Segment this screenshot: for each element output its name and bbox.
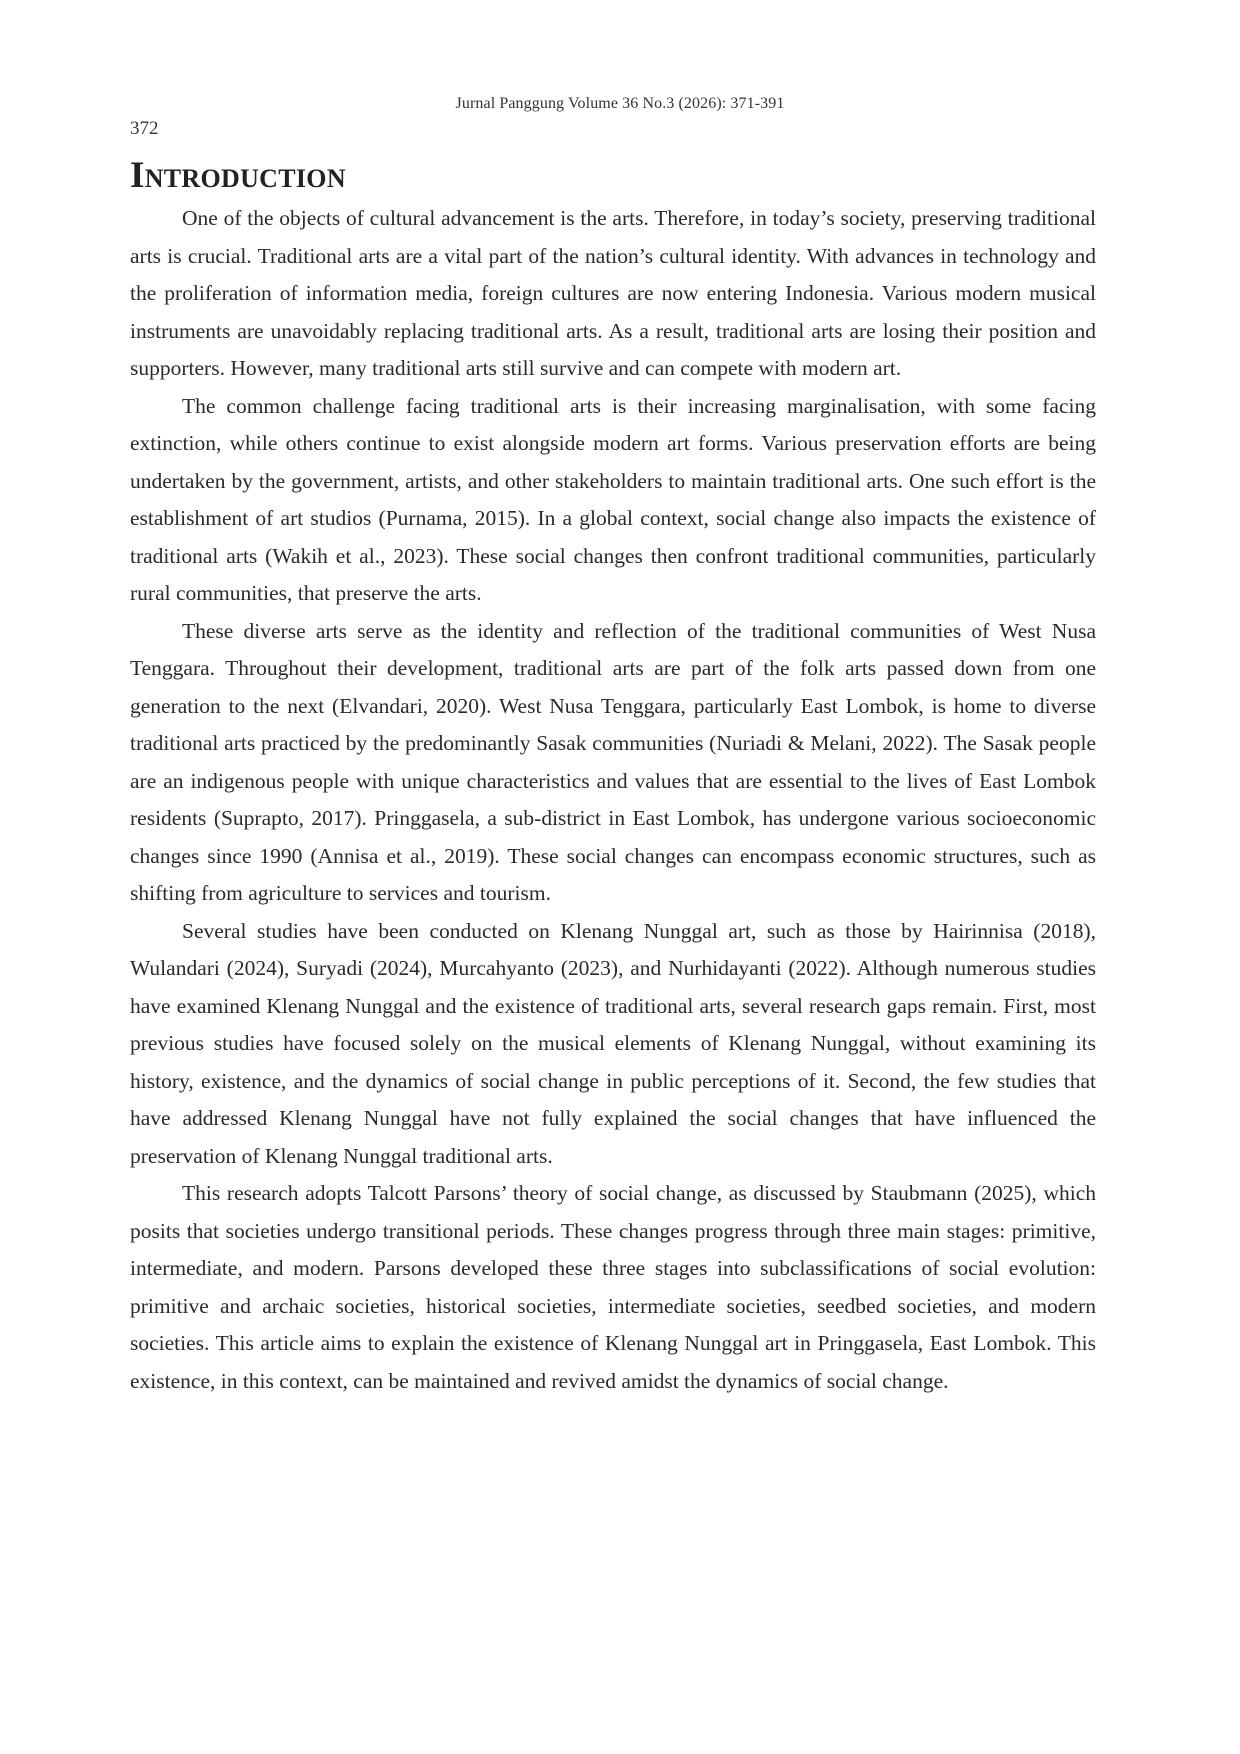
paragraph: This research adopts Talcott Parsons’ theory of social change, as discussed by Staubmann (2025), which posits that societies undergo transitional periods. These changes progress through three main stages: primitive, intermediate, and modern. Parsons developed these three stages into subclassifications of social evolution: primitive and archaic societies, historical societies, intermediate societies, seedbed societies, and modern societies. This article aims to explain the existence of Klenang Nunggal art in Pringgasela, East Lombok. This existence, in this context, can be maintained and revived amidst the dynamics of social change. <box>130 1181 1096 1393</box>
section-heading: Introduction <box>130 155 346 196</box>
paragraph: Several studies have been conducted on Klenang Nunggal art, such as those by Hairinnisa (2018), Wulandari (2024), Suryadi (2024), Murcahyanto (2023), and Nurhidayanti (2022). Although numerous studies have examined Klenang Nunggal and the existence of traditional arts, several research gaps remain. First, most previous studies have focused solely on the musical elements of Klenang Nunggal, without examining its history, existence, and the dynamics of social change in public perceptions of it. Second, the few studies that have addressed Klenang Nunggal have not fully explained the social changes that have influenced the preservation of Klenang Nunggal traditional arts. <box>130 918 1096 1168</box>
paragraph: One of the objects of cultural advancement is the arts. Therefore, in today’s society, preserving traditional arts is crucial. Traditional arts are a vital part of the nation’s cultural identity. With advances in technology and the proliferation of information media, foreign cultures are now entering Indonesia. Various modern musical instruments are unavoidably replacing traditional arts. As a result, traditional arts are losing their position and supporters. However, many traditional arts still survive and can compete with modern art. <box>130 206 1096 380</box>
paragraph: These diverse arts serve as the identity and reflection of the traditional communities of West Nusa Tenggara. Throughout their development, traditional arts are part of the folk arts passed down from one generation to the next (Elvandari, 2020). West Nusa Tenggara, particularly East Lombok, is home to diverse traditional arts practiced by the predominantly Sasak communities (Nuriadi & Melani, 2022). The Sasak people are an indigenous people with unique characteristics and values that are essential to the lives of East Lombok residents (Suprapto, 2017). Pringgasela, a sub-district in East Lombok, has undergone various socioeconomic changes since 1990 (Annisa et al., 2019). These social changes can encompass economic structures, such as shifting from agriculture to services and tourism. <box>130 618 1096 905</box>
body-text <box>130 200 1096 1400</box>
paragraph: The common challenge facing traditional arts is their increasing marginalisation, with some facing extinction, while others continue to exist alongside modern art forms. Various preservation efforts are being undertaken by the government, artists, and other stakeholders to maintain traditional arts. One such effort is the establishment of art studios (Purnama, 2015). In a global context, social change also impacts the existence of traditional arts (Wakih et al., 2023). These social changes then confront traditional communities, particularly rural communities, that preserve the arts. <box>130 393 1096 605</box>
running-header: Jurnal Panggung Volume 36 No.3 (2026): 371-391 <box>455 95 785 112</box>
page-number: 372 <box>130 118 159 139</box>
